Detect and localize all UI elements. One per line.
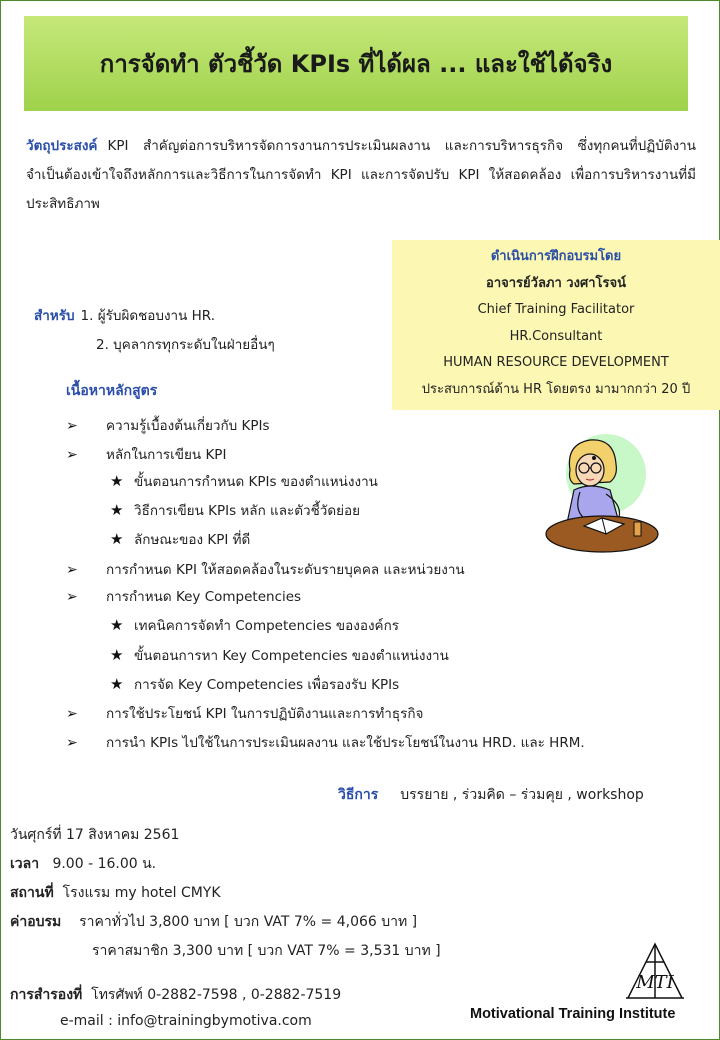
arrow-bullet-icon: ➢ (66, 447, 78, 463)
list-item-text: เทคนิคการจัดทำ Competencies ขององค์กร (134, 618, 400, 634)
page-title: การจัดทำ ตัวชี้วัด KPIs ที่ได้ผล ... และใช้ได้จริง (99, 50, 613, 78)
star-bullet-icon: ★ (110, 501, 124, 519)
email-label: e-mail (60, 1013, 104, 1029)
sub-list-item (110, 673, 399, 695)
list-item-text: วิธีการเขียน KPIs หลัก และตัวชี้วัดย่อย (134, 503, 361, 519)
event-time (10, 853, 156, 875)
list-item (66, 731, 585, 753)
venue-label: สถานที่ (10, 885, 54, 901)
objective-text: KPI สำคัญต่อการบริหารจัดการงานการประเมินผลงาน และการบริหารธุรกิจ ซึ่งทุกคนที่ปฏิบัติงานจำเป็นต้องเข้าใจถึงหลักการและวิธีการในการจัดทำ KPI และการจัดปรับ KPI ให้สอดคล้อง เพื่อการบริหารงานที่มีประสิทธิภาพ (26, 138, 696, 212)
list-item-text: ลักษณะของ KPI ที่ดี (134, 532, 251, 548)
objective-paragraph (26, 132, 696, 219)
method-text: บรรยาย , ร่วมคิด – ร่วมคุย , workshop (400, 787, 644, 803)
trainer-line: ประสบการณ์ด้าน HR โดยตรง มามากกว่า 20 ปี (421, 381, 691, 397)
event-fee (10, 911, 417, 933)
venue-value: โรงแรม my hotel CMYK (62, 885, 221, 901)
audience-item: 2. บุคลากรทุกระดับในฝ่ายอื่นๆ (96, 337, 275, 353)
list-item (66, 558, 465, 580)
star-bullet-icon: ★ (110, 646, 124, 664)
sub-list-item (110, 614, 399, 636)
time-label: เวลา (10, 856, 40, 872)
list-item (66, 585, 301, 607)
star-bullet-icon: ★ (110, 616, 124, 634)
objective-label: วัตถุประสงค์ (26, 138, 98, 154)
time-value: 9.00 - 16.00 น. (52, 856, 157, 872)
email-value[interactable]: info@trainingbymotiva.com (117, 1013, 312, 1029)
arrow-bullet-icon: ➢ (66, 706, 78, 722)
list-item (66, 443, 226, 465)
list-item-text: ขั้นตอนการหา Key Competencies ของตำแหน่งงาน (134, 648, 449, 664)
reserve-label: การสำรองที่ (10, 987, 83, 1003)
trainer-line: HUMAN RESOURCE DEVELOPMENT (443, 355, 669, 370)
title-banner (24, 16, 688, 111)
sub-list-item (110, 470, 378, 492)
audience-item: 1. ผู้รับผิดชอบงาน HR. (80, 308, 215, 324)
sub-list-item (110, 644, 449, 666)
email-line: e-mail : info@trainingbymotiva.com (60, 1013, 312, 1029)
star-bullet-icon: ★ (110, 530, 124, 548)
list-item-text: ขั้นตอนการกำหนด KPIs ของตำแหน่งงาน (134, 474, 378, 490)
reservation (10, 984, 341, 1006)
sub-list-item (110, 499, 360, 521)
trainer-line: Chief Training Facilitator (477, 302, 635, 317)
trainer-box (392, 240, 720, 410)
arrow-bullet-icon: ➢ (66, 562, 78, 578)
fee-label: ค่าอบรม (10, 914, 62, 930)
list-item-text: การนำ KPIs ไปใช้ในการประเมินผลงาน และใช้ประโยชน์ในงาน HRD. และ HRM. (106, 735, 585, 751)
audience-section (34, 302, 275, 360)
method-line (338, 784, 644, 806)
sub-list-item (110, 528, 250, 550)
list-item-text: การจัด Key Competencies เพื่อรองรับ KPIs (134, 677, 400, 693)
fee-general: ราคาทั่วไป 3,800 บาท [ บวก VAT 7% = 4,066 บาท ] (79, 914, 418, 930)
list-item-text: หลักในการเขียน KPI (106, 447, 227, 463)
arrow-bullet-icon: ➢ (66, 418, 78, 434)
arrow-bullet-icon: ➢ (66, 589, 78, 605)
arrow-bullet-icon: ➢ (66, 735, 78, 751)
star-bullet-icon: ★ (110, 472, 124, 490)
woman-reading-icon (544, 430, 662, 558)
content-heading: เนื้อหาหลักสูตร (66, 383, 158, 399)
list-item-text: ความรู้เบื้องต้นเกี่ยวกับ KPIs (106, 418, 270, 434)
list-item (66, 414, 270, 436)
audience-label: สำหรับ (34, 308, 75, 324)
star-bullet-icon: ★ (110, 675, 124, 693)
logo-text: MTI (636, 972, 674, 993)
mti-logo-icon (620, 940, 690, 1002)
method-label: วิธีการ (338, 787, 379, 803)
list-item (66, 702, 423, 724)
list-item-text: การใช้ประโยชน์ KPI ในการปฏิบัติงานและการทำธุรกิจ (106, 706, 424, 722)
trainer-heading: ดำเนินการฝึกอบรมโดย (490, 249, 622, 264)
event-date: วันศุกร์ที่ 17 สิงหาคม 2561 (10, 827, 180, 843)
event-venue (10, 882, 221, 904)
list-item-text: การกำหนด KPI ให้สอดคล้องในระดับรายบุคคล และหน่วยงาน (106, 562, 465, 578)
trainer-line: HR.Consultant (509, 328, 603, 344)
reserve-phone: โทรศัพท์ 0-2882-7598 , 0-2882-7519 (91, 987, 342, 1003)
trainer-name: อาจารย์วัลภา วงศาโรจน์ (486, 275, 626, 291)
institute-name: Motivational Training Institute (470, 1006, 676, 1022)
list-item-text: การกำหนด Key Competencies (106, 589, 302, 605)
fee-member: ราคาสมาชิก 3,300 บาท [ บวก VAT 7% = 3,531 บาท ] (92, 943, 441, 959)
